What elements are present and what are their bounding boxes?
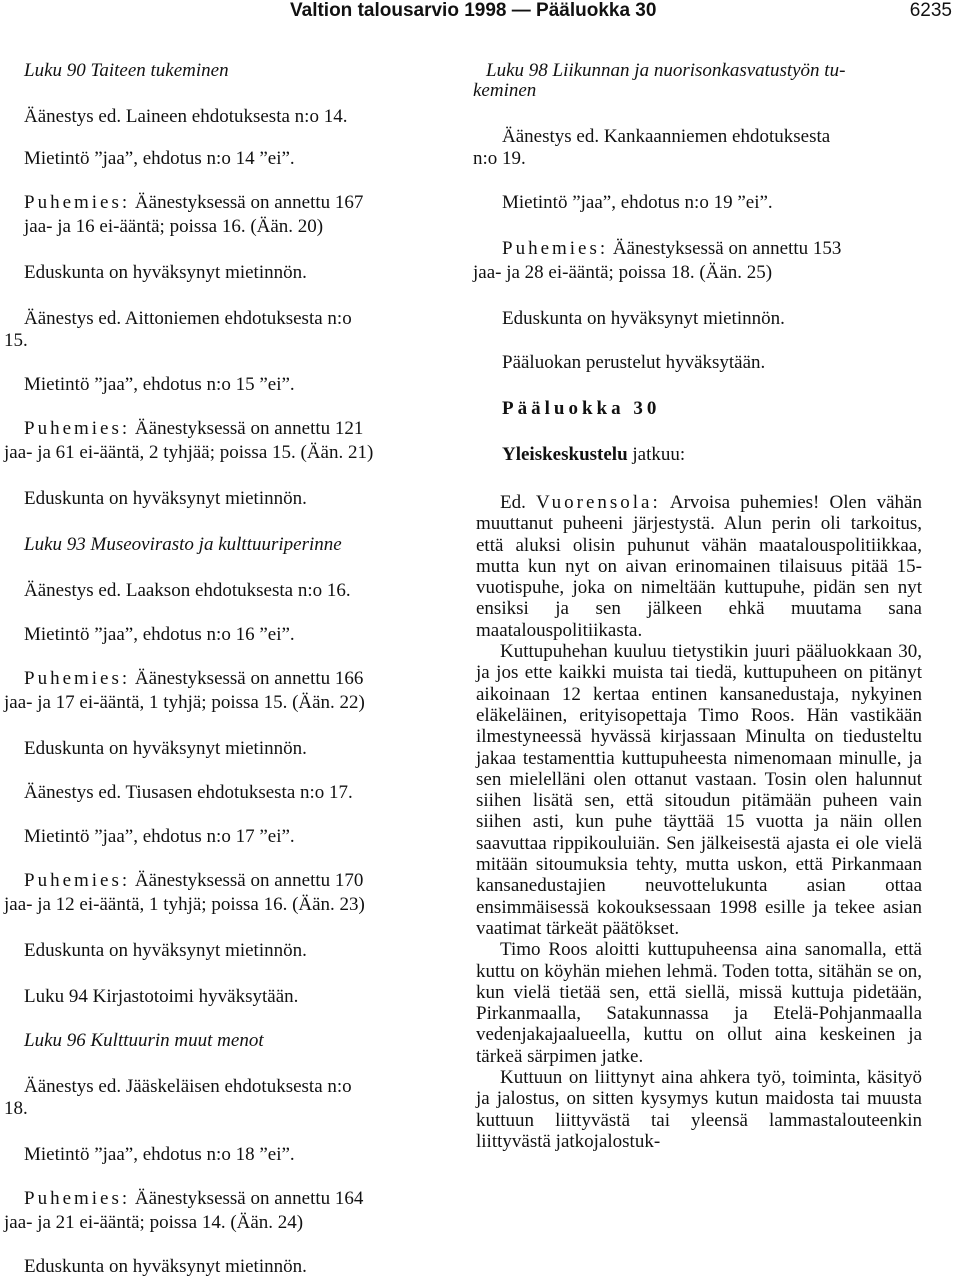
speech-paragraph: Ed. Vuorensola: Arvoisa puhemies! Olen vähän muuttanut puheeni järjestystä. Alun perin oli tarkoitus, että aluksi olisin puhunut vähän maatalouspolitiikkaa, mutta kun nyt on aivan erinomainen tilaisuus pitää 15-vuotispuhe, joka on nimeltään kuttupuhe, pidän sen nyt ensiksi ja sen jälkeen ehkä muutama sana maatalouspolitiikasta. — [476, 492, 922, 641]
report-line: Mietintö ”jaa”, ehdotus n:o 18 ”ei”. — [24, 1144, 295, 1165]
report-line: Mietintö ”jaa”, ehdotus n:o 14 ”ei”. — [24, 148, 295, 169]
running-title: Valtion talousarvio 1998 — Pääluokka 30 — [290, 0, 657, 21]
decision-line: Eduskunta on hyväksynyt mietinnön. — [24, 262, 307, 283]
speaker-label: Puhemies: — [24, 870, 131, 891]
vote-line: Äänestys ed. Laakson ehdotuksesta n:o 16. — [24, 580, 351, 601]
decision-line: Eduskunta on hyväksynyt mietinnön. — [502, 308, 785, 329]
speaker-name: Vuorensola: — [536, 492, 661, 513]
speaker-result: Puhemies: Äänestyksessä on annettu 167 — [24, 192, 364, 213]
speaker-result: Puhemies: Äänestyksessä on annettu 164 — [24, 1188, 364, 1209]
page-number: 6235 — [909, 0, 952, 21]
vote-line: Äänestys ed. Laineen ehdotuksesta n:o 14. — [24, 106, 348, 127]
speech-paragraph: Kuttuun on liittynyt aina ahkera työ, toiminta, käsityö ja jalostus, on sitten kysymys kutun maidosta tai muusta kuttuun liittyvästä tai yleensä lammastalouteenkin liittyvästä jatkojalostuk- — [476, 1067, 922, 1152]
vote-line: Äänestys ed. Kankaanniemen ehdotuksesta — [502, 126, 831, 147]
speaker-result-cont: jaa- ja 61 ei-ääntä, 2 tyhjää; poissa 15. (Ään. 21) — [4, 442, 374, 463]
report-line: Mietintö ”jaa”, ehdotus n:o 15 ”ei”. — [24, 374, 295, 395]
report-line: Mietintö ”jaa”, ehdotus n:o 17 ”ei”. — [24, 826, 295, 847]
speech-body — [476, 492, 922, 1152]
speaker-result-cont: jaa- ja 16 ei-ääntä; poissa 16. (Ään. 20) — [24, 216, 324, 237]
speaker-result-cont: jaa- ja 17 ei-ääntä, 1 tyhjä; poissa 15. (Ään. 22) — [4, 692, 365, 713]
speaker-label: Puhemies: — [24, 192, 131, 213]
vote-line-cont: n:o 19. — [473, 148, 526, 169]
speaker-label: Puhemies: — [24, 668, 131, 689]
report-line: Mietintö ”jaa”, ehdotus n:o 16 ”ei”. — [24, 624, 295, 645]
speaker-label: Puhemies: — [24, 1188, 131, 1209]
decision-line: Eduskunta on hyväksynyt mietinnön. — [24, 488, 307, 509]
section-heading: Luku 93 Museovirasto ja kulttuuriperinne — [24, 534, 342, 555]
vote-line-cont: 15. — [4, 330, 28, 351]
section-heading: Luku 98 Liikunnan ja nuorisonkasvatustyön tu- — [486, 60, 846, 81]
speaker-result-cont: jaa- ja 12 ei-ääntä, 1 tyhjä; poissa 16. (Ään. 23) — [4, 894, 365, 915]
vote-line: Äänestys ed. Tiusasen ehdotuksesta n:o 17. — [24, 782, 353, 803]
speaker-label: Puhemies: — [24, 418, 131, 439]
decision-line: Pääluokan perustelut hyväksytään. — [502, 352, 766, 373]
section-heading: Luku 90 Taiteen tukeminen — [24, 60, 229, 81]
vote-line: Äänestys ed. Aittoniemen ehdotuksesta n:o — [24, 308, 352, 329]
speech-paragraph: Timo Roos aloitti kuttupuheensa aina sanomalla, että kuttu on köyhän miehen lehmä. Toden totta, sitähän se on, kun vielä tietää sen, että siellä, missä kuttuja pidetään, Pirkanmaalla, Satakunnassa ja Etelä-Pohjanmaalla vedenjakajaalueella, kuttu on ollut aina keskeinen ja tärkeä särpimen jatke. — [476, 939, 922, 1067]
section-heading: Luku 96 Kulttuurin muut menot — [24, 1030, 264, 1051]
speech-paragraph: Kuttupuhehan kuuluu tietystikin juuri pääluokkaan 30, ja jos ette kaikki muista tai tiedä, kuttupuheen on pitänyt aikoinaan 12 kertaa entinen kansanedustaja, nykyinen eläkeläinen, erityisopettaja Timo Roos. Hän vastikään ilmestyneessä hyvässä kirjassaan Minulta on tiedusteltu jakaa testamenttia kuttupuheesta nimenomaan minulle, ja sen mielelläni olen ottanut vastaan. Tosin olen halunnut siihen lisätä sen, että sitoudun pitämään puheen vain siihen asti, kun puhe täyttää 15 vuotta ja näin ollen saavuttaa rippikouluiän. Sen jälkeisestä ajasta ei ole vielä mitään sitoumuksia tehty, mutta uskon, että Pirkanmaan kansanedustajien neuvottelukunta asian ottaa ensimmäisessä kokouksessaan 1998 esille ja tekee asian vaatimat tärkeät päätökset. — [476, 641, 922, 939]
speaker-result: Puhemies: Äänestyksessä on annettu 166 — [24, 668, 364, 689]
debate-heading: Yleiskeskustelu jatkuu: — [502, 444, 686, 465]
vote-line-cont: 18. — [4, 1098, 28, 1119]
main-class-heading: Pääluokka 30 — [502, 398, 661, 419]
speaker-result-cont: jaa- ja 28 ei-ääntä; poissa 18. (Ään. 25) — [473, 262, 773, 283]
report-line: Mietintö ”jaa”, ehdotus n:o 19 ”ei”. — [502, 192, 773, 213]
speaker-label: Puhemies: — [502, 238, 609, 259]
speaker-result: Puhemies: Äänestyksessä on annettu 121 — [24, 418, 364, 439]
decision-line: Eduskunta on hyväksynyt mietinnön. — [24, 940, 307, 961]
vote-line: Äänestys ed. Jääskeläisen ehdotuksesta n:o — [24, 1076, 352, 1097]
page-header — [0, 0, 960, 24]
section-heading-cont: keminen — [473, 80, 537, 101]
speaker-result-cont: jaa- ja 21 ei-ääntä; poissa 14. (Ään. 24) — [4, 1212, 304, 1233]
speaker-result: Puhemies: Äänestyksessä on annettu 170 — [24, 870, 364, 891]
section-line: Luku 94 Kirjastotoimi hyväksytään. — [24, 986, 299, 1007]
speaker-result: Puhemies: Äänestyksessä on annettu 153 — [502, 238, 842, 259]
decision-line: Eduskunta on hyväksynyt mietinnön. — [24, 1256, 307, 1277]
decision-line: Eduskunta on hyväksynyt mietinnön. — [24, 738, 307, 759]
